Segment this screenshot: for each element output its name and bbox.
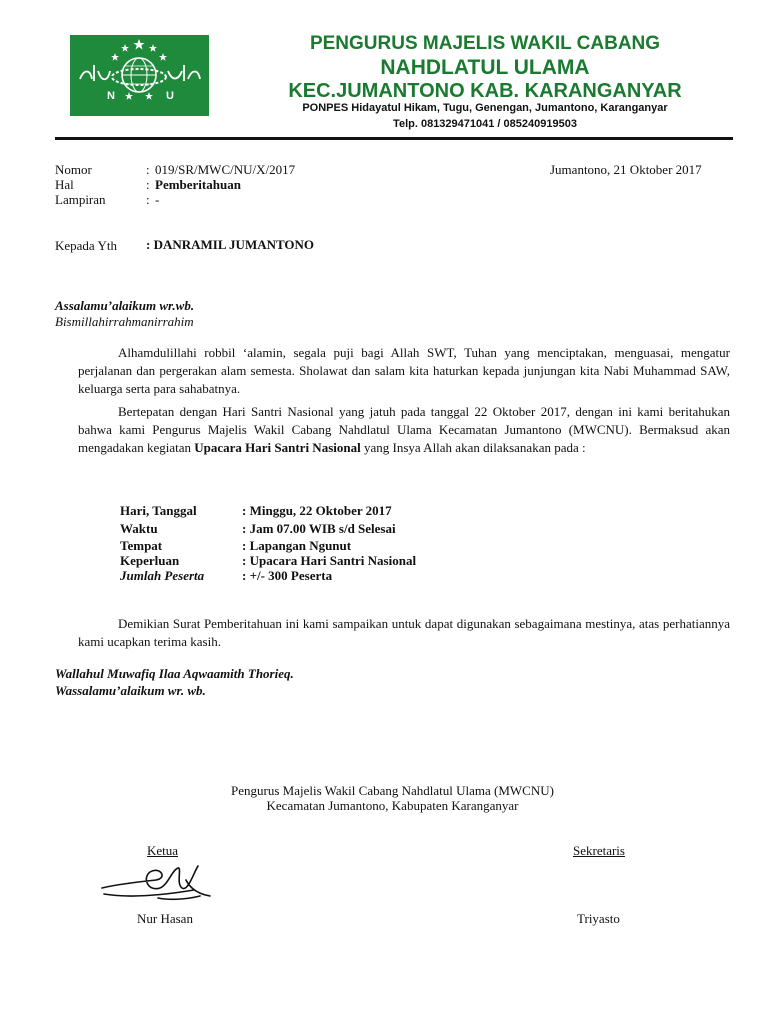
lampiran-label: Lampiran [55, 192, 106, 207]
nomor-value: 019/SR/MWC/NU/X/2017 [155, 162, 296, 177]
sekretaris-name: Triyasto [577, 911, 620, 926]
para2-text-before: Bertepatan dengan Hari Santri Nasional yang jatuh pada tanggal 22 Oktober 2017, dengan ini kami beritahukan bahwa kami Pengurus Majelis Wakil Cabang Nahdlatul Ulama Kecamatan Jumantono (MWCNU). Bermaksud akan mengadakan kegiatan [78, 404, 730, 455]
lampiran-colon: : [146, 192, 150, 207]
farewell-line1: Wallahul Muwafiq Ilaa Aqwaamith Thorieq. [55, 666, 294, 681]
detail-label: Keperluan [120, 553, 180, 568]
letterhead-line3: KEC.JUMANTONO KAB. KARANGANYAR [288, 80, 682, 102]
place-date: Jumantono, 21 Oktober 2017 [550, 162, 702, 177]
letterhead-line2: NAHDLATUL ULAMA [380, 56, 590, 79]
hal-value: Pemberitahuan [155, 177, 241, 192]
body-paragraph-2 [78, 403, 730, 457]
greeting-salam: Assalamu’alaikum wr.wb. [55, 298, 195, 313]
logo-letter-u: U [166, 90, 174, 102]
logo-letter-n: N [107, 90, 115, 102]
detail-label: Jumlah Peserta [120, 568, 205, 583]
org-line1: Pengurus Majelis Wakil Cabang Nahdlatul Ulama (MWCNU) [231, 783, 554, 798]
para2-text-after: yang Insya Allah akan dilaksanakan pada : [360, 440, 586, 455]
sekretaris-title: Sekretaris [573, 843, 625, 858]
recipient-label: Kepada Yth [55, 238, 117, 253]
detail-value: : Jam 07.00 WIB s/d Selesai [242, 521, 396, 536]
farewell-line2: Wassalamu’alaikum wr. wb. [55, 683, 206, 698]
ketua-name: Nur Hasan [137, 911, 193, 926]
org-line2: Kecamatan Jumantono, Kabupaten Karanganyar [266, 798, 519, 813]
detail-value: : +/- 300 Peserta [242, 568, 333, 583]
nu-logo [70, 35, 209, 116]
letterhead-phone: Telp. 081329471041 / 085240919503 [393, 118, 577, 130]
body-paragraph-1: Alhamdulillahi robbil ‘alamin, segala puji bagi Allah SWT, Tuhan yang menciptakan, menguasai, mengatur perjalanan dan pergerakan alam semesta. Sholawat dan salam kita haturkan kepada junjungan kita Nabi Muhammad SAW, keluarga serta para sahabatnya. [78, 345, 730, 396]
detail-label: Tempat [120, 538, 163, 553]
detail-label: Hari, Tanggal [120, 503, 197, 518]
para2-event-name: Upacara Hari Santri Nasional [194, 440, 361, 455]
detail-value: : Lapangan Ngunut [242, 538, 352, 553]
hal-colon: : [146, 177, 150, 192]
detail-value: : Upacara Hari Santri Nasional [242, 553, 417, 568]
greeting-basmalah: Bismillahirrahmanirrahim [55, 314, 194, 329]
detail-value: : Minggu, 22 Oktober 2017 [242, 503, 392, 518]
letterhead-line1: PENGURUS MAJELIS WAKIL CABANG [309, 33, 661, 54]
signature-ketua [98, 858, 218, 906]
nomor-label: Nomor [55, 162, 92, 177]
recipient-value: : DANRAMIL JUMANTONO [146, 237, 315, 252]
ketua-title: Ketua [147, 843, 179, 858]
closing-paragraph: Demikian Surat Pemberitahuan ini kami sampaikan untuk dapat digunakan sebagaimana mestinya, atas perhatiannya kami ucapkan terima kasih. [78, 616, 730, 649]
nomor-colon: : [146, 162, 150, 177]
detail-label: Waktu [120, 521, 158, 536]
globe-emblem-icon [70, 35, 209, 116]
hal-label: Hal [55, 177, 74, 192]
letterhead-address: PONPES Hidayatul Hikam, Tugu, Genengan, Jumantono, Karanganyar [302, 102, 668, 114]
lampiran-value: - [155, 192, 160, 207]
header-divider [55, 137, 733, 140]
